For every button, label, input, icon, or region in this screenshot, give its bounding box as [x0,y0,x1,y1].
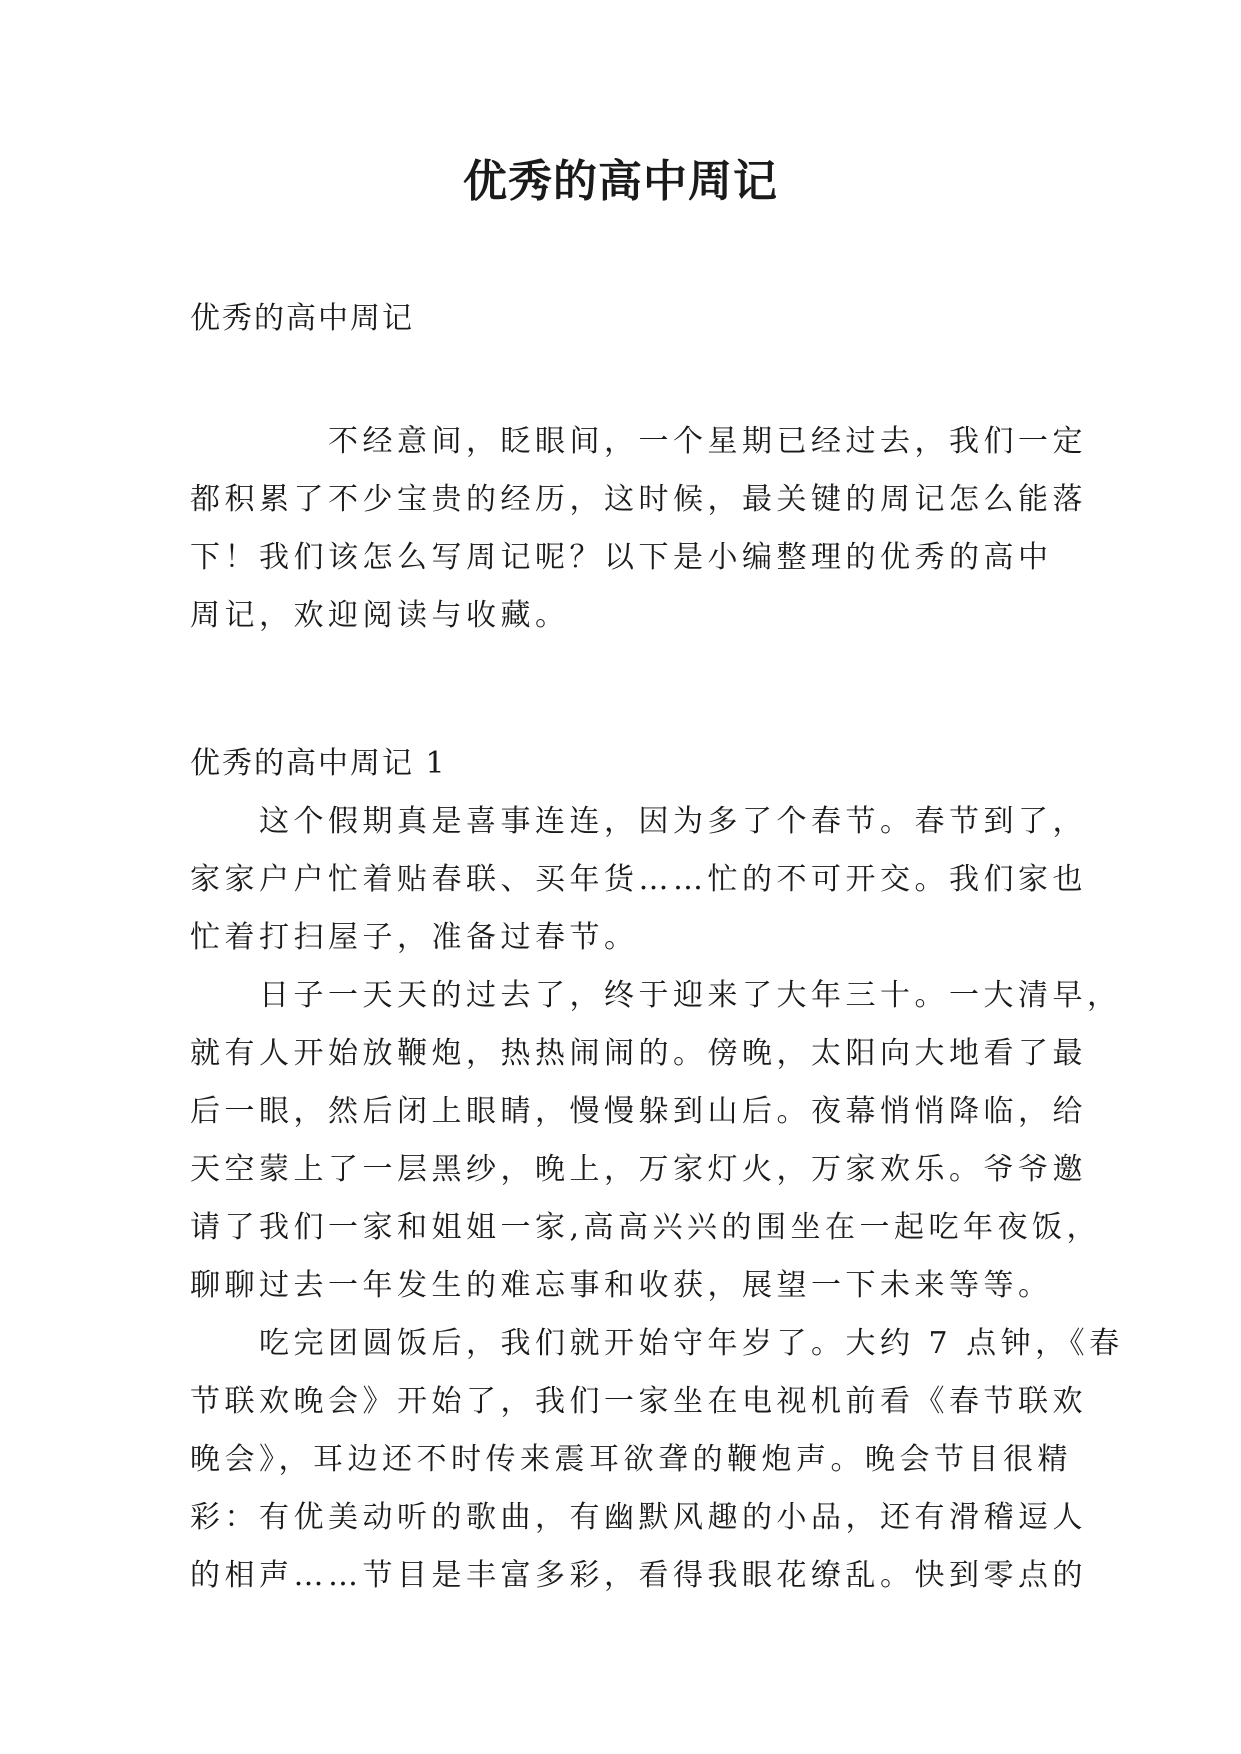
section-body [190,793,1124,1605]
spacer [190,645,1060,735]
text-line: 晚会》，耳边还不时传来震耳欲聋的鞭炮声。晚会节目很精 [190,1442,1072,1477]
text-line: 后一眼，然后闭上眼睛，慢慢躲到山后。夜幕悄悄降临，给 [190,1094,1087,1129]
text-line: 家家户户忙着贴春联、买年货……忙的不可开交。我们家也 [190,862,1087,897]
text-line: 日子一天天的过去了，终于迎来了大年三十。一大清早， [190,978,1122,1013]
text-line: 节联欢晚会》开始了，我们一家坐在电视机前看《春节联欢 [190,1384,1087,1419]
text-line: 的相声……节目是丰富多彩，看得我眼花缭乱。快到零点的 [190,1558,1087,1593]
text-line: 不经意间，眨眼间，一个星期已经过去，我们一定 [190,424,1087,459]
text-line: 忙着打扫屋子，准备过春节。 [190,920,639,955]
text-line: 天空蒙上了一层黑纱，晚上，万家灯火，万家欢乐。爷爷邀 [190,1152,1087,1187]
intro-paragraph [190,413,1087,645]
document-body [190,290,1124,1605]
section-heading: 优秀的高中周记 1 [190,746,447,781]
text-line: 吃完团圆饭后，我们就开始守年岁了。大约 7 点钟，《春 [190,1326,1124,1361]
text-line: 彩：有优美动听的歌曲，有幽默风趣的小品，还有滑稽逗人 [190,1500,1087,1535]
document-title: 优秀的高中周记 [463,156,778,207]
text-line: 这个假期真是喜事连连，因为多了个春节。春节到了， [190,804,1087,839]
text-line: 聊聊过去一年发生的难忘事和收获，展望一下未来等等。 [190,1268,1053,1303]
text-line: 周记，欢迎阅读与收藏。 [190,598,570,633]
text-line: 都积累了不少宝贵的经历，这时候，最关键的周记怎么能落 [190,482,1087,517]
spacer [190,348,1060,413]
document-subtitle: 优秀的高中周记 [190,301,414,336]
text-line: 请了我们一家和姐姐一家,高高兴兴的围坐在一起吃年夜饭， [190,1210,1102,1245]
text-line: 就有人开始放鞭炮，热热闹闹的。傍晚，太阳向大地看了最 [190,1036,1087,1071]
text-line: 下！我们该怎么写周记呢？以下是小编整理的优秀的高中 [190,540,1053,575]
